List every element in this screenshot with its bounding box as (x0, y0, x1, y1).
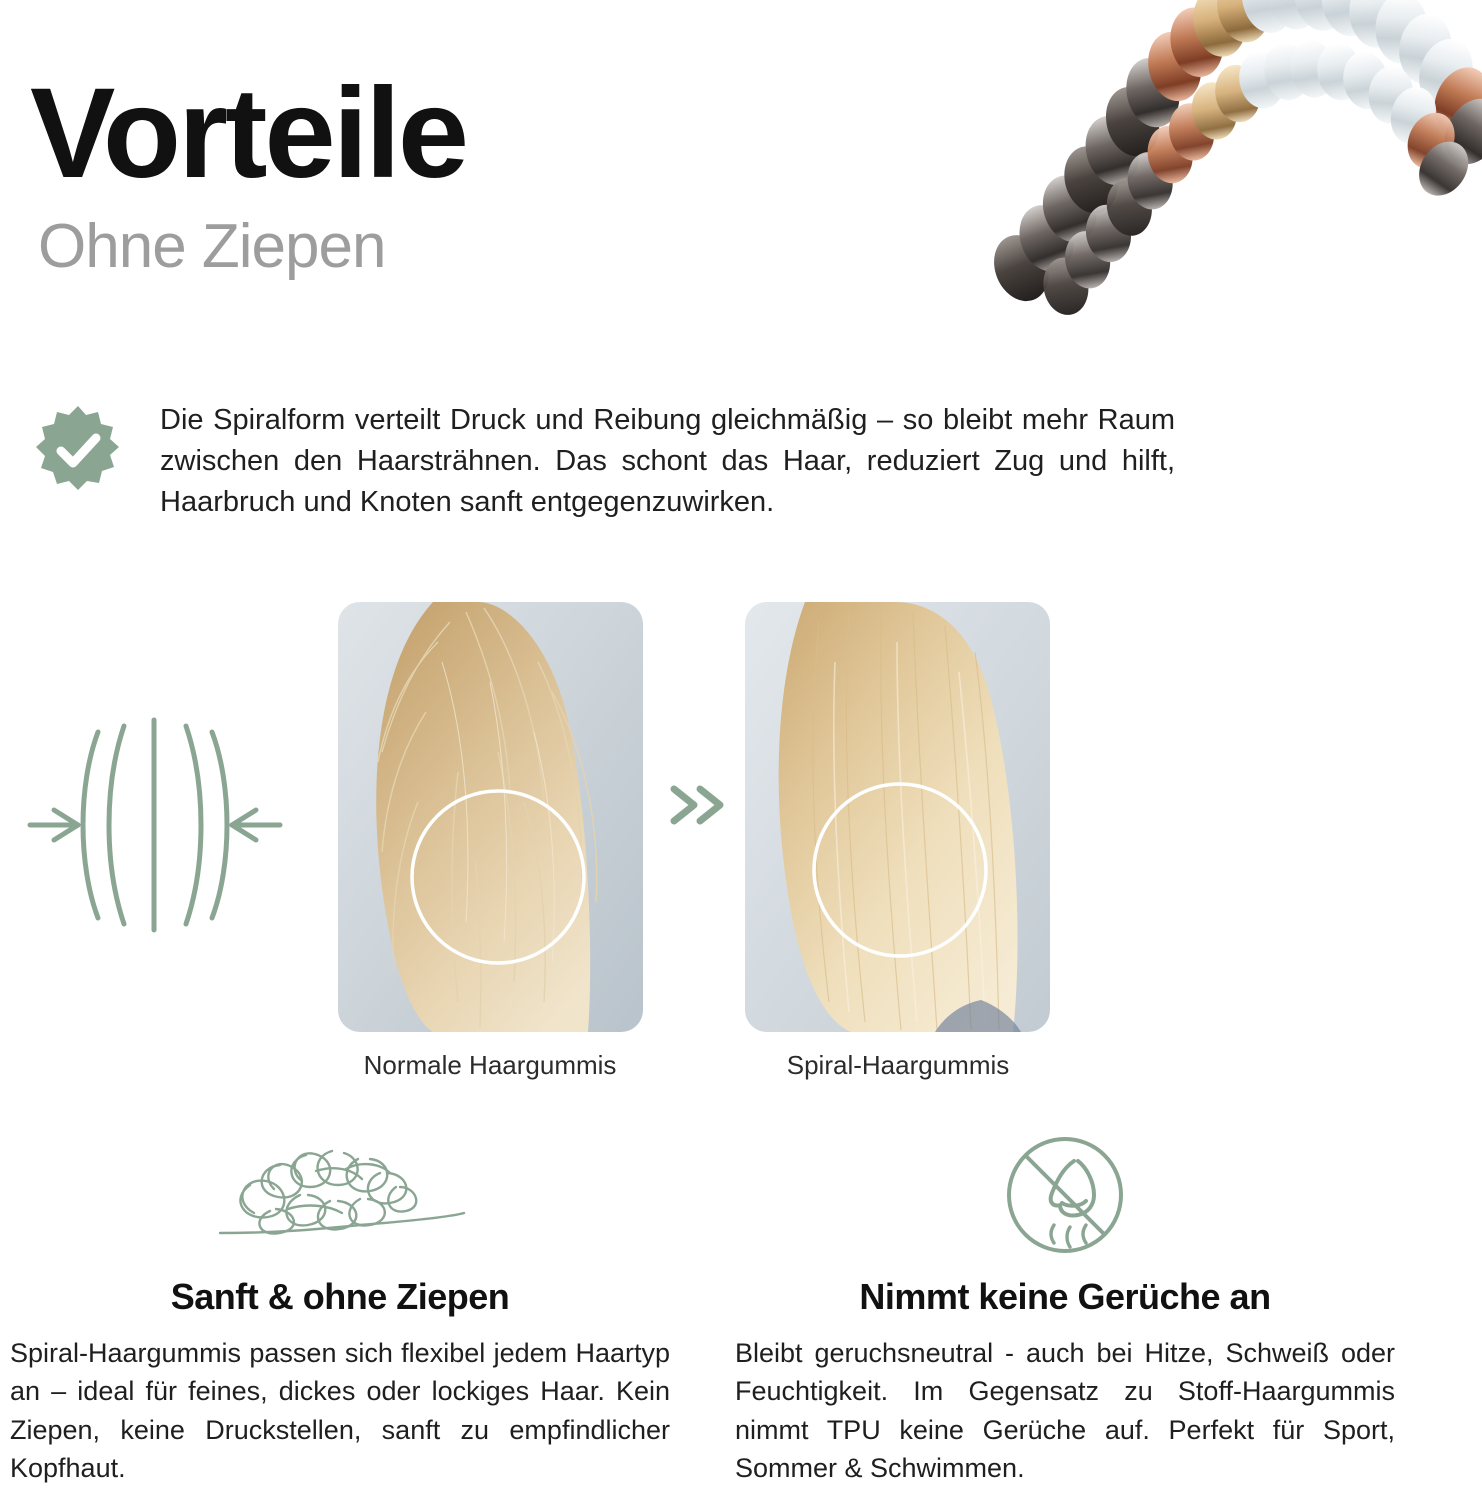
spiral-coil-illustration (962, 0, 1482, 400)
features-section (0, 1120, 1482, 1500)
intro-text: Die Spiralform verteilt Druck und Reibung gleichmäßig – so bleibt mehr Raum zwischen den Haarsträhnen. Das schont das Haar, reduziert Zug und hilft, Haarbruch und Knoten sanft entgegenzuwirken. (160, 404, 1175, 519)
feature-card-sanft (10, 1120, 670, 1487)
check-badge-icon (30, 404, 126, 500)
flex-compression-icon (20, 710, 290, 940)
feature-body: Spiral-Haargummis passen sich flexibel jedem Haartyp an – ideal für feines, dickes oder lockiges Haar. Kein Ziepen, keine Druckstellen, sanft zu empfindlicher Kopfhaut. (10, 1338, 670, 1483)
tangled-knot-icon (10, 1120, 670, 1270)
comparison-section (0, 580, 1482, 1080)
photo-normal-haargummis (338, 602, 643, 1032)
double-chevron-right-icon (662, 775, 732, 835)
intro-block (30, 400, 1230, 524)
feature-card-geruch (735, 1120, 1395, 1487)
spiral-hair-tie-photo (962, 0, 1482, 400)
page-title: Vorteile (30, 62, 466, 205)
page-header (30, 62, 930, 281)
no-smell-nose-icon (735, 1120, 1395, 1270)
photo-spiral-haargummis (745, 602, 1050, 1032)
feature-body: Bleibt geruchsneutral - auch bei Hitze, Schweiß oder Feuchtigkeit. Im Gegensatz zu Stoff-Haargummis nimmt TPU keine Gerüche auf. Perfekt für Sport, Sommer & Schwimmen. (735, 1338, 1395, 1483)
caption-spiral: Spiral-Haargummis (786, 1050, 1010, 1080)
caption-normal: Normale Haargummis (363, 1050, 617, 1080)
feature-title: Sanft & ohne Ziepen (170, 1276, 510, 1317)
page-subtitle: Ohne Ziepen (38, 212, 386, 281)
feature-title: Nimmt keine Gerüche an (859, 1276, 1271, 1317)
